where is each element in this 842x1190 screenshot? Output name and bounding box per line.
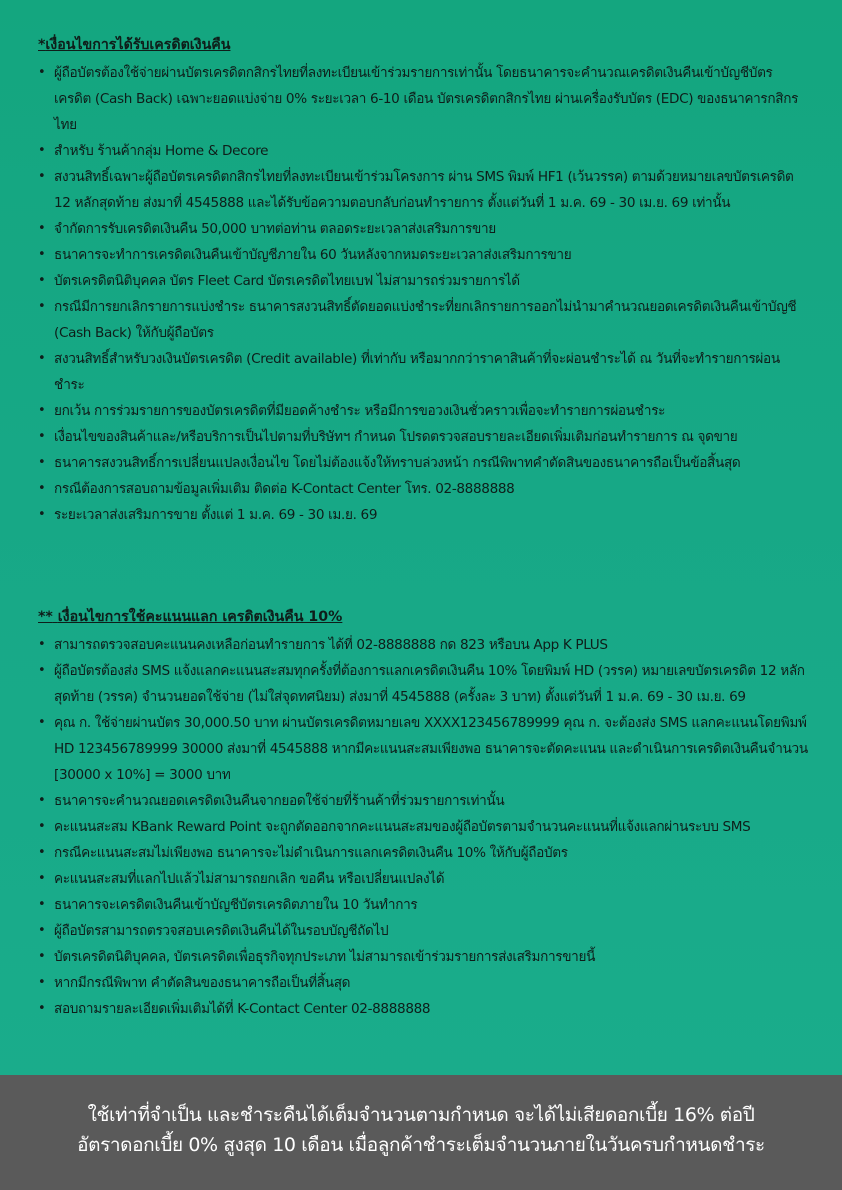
interest-warning-footer	[0, 1075, 842, 1190]
footer-line-1: ใช้เท่าที่จำเป็น และชำระคืนได้เต็มจำนวนตามกำหนด จะได้ไม่เสียดอกเบี้ย 16% ต่อปี	[87, 1104, 755, 1126]
redemption-item: • บัตรเครดิตนิติบุคคล, บัตรเครดิตเพื่อธุรกิจทุกประเภท ไม่สามารถเข้าร่วมรายการส่งเสริมการขายนี้	[38, 944, 808, 970]
section-title-text: เงื่อนไขการใช้คะแนนแลก เครดิตเงินคืน 10%	[57, 609, 343, 625]
condition-item: • บัตรเครดิตนิติบุคคล บัตร Fleet Card บัตรเครดิตไทยเบฟ ไม่สามารถร่วมรายการได้	[38, 268, 808, 294]
condition-item: • สงวนสิทธิ์เฉพาะผู้ถือบัตรเครดิตกสิกรไทยที่ลงทะเบียนเข้าร่วมโครงการ ผ่าน SMS พิมพ์ HF1 (เว้นวรรค) ตามด้วยหมายเลขบัตรเครดิต 12 หลักสุดท้าย ส่งมาที่ 4545888 และได้รับข้อความตอบกลับก่อนทำรายการ ตั้งแต่วันที่ 1 ม.ค. 69 - 30 เม.ย. 69 เท่านั้น	[38, 164, 808, 216]
cashback-conditions-list	[38, 60, 808, 528]
redemption-item: • กรณีคะแนนสะสมไม่เพียงพอ ธนาคารจะไม่ดำเนินการแลกเครดิตเงินคืน 10% ให้กับผู้ถือบัตร	[38, 840, 808, 866]
condition-item: • ระยะเวลาส่งเสริมการขาย ตั้งแต่ 1 ม.ค. 69 - 30 เม.ย. 69	[38, 502, 808, 528]
section-title-text: เงื่อนไขการได้รับเครดิตเงินคืน	[45, 37, 231, 53]
section-title-cashback-conditions	[38, 34, 230, 56]
redemption-item: • สามารถตรวจสอบคะแนนคงเหลือก่อนทำรายการ ได้ที่ 02-8888888 กด 823 หรือบน App K PLUS	[38, 632, 808, 658]
redemption-item: • คะแนนสะสมที่แลกไปแล้วไม่สามารถยกเลิก ขอคืน หรือเปลี่ยนแปลงได้	[38, 866, 808, 892]
redemption-item: • หากมีกรณีพิพาท คำตัดสินของธนาคารถือเป็นที่สิ้นสุด	[38, 970, 808, 996]
condition-item: • ผู้ถือบัตรต้องใช้จ่ายผ่านบัตรเครดิตกสิกรไทยที่ลงทะเบียนเข้าร่วมรายการเท่านั้น โดยธนาคารจะคำนวณเครดิตเงินคืนเข้าบัญชีบัตรเครดิต (Cash Back) เฉพาะยอดแบ่งจ่าย 0% ระยะเวลา 6-10 เดือน บัตรเครดิตกสิกรไทย ผ่านเครื่องรับบัตร (EDC) ของธนาคารกสิกรไทย	[38, 60, 808, 138]
condition-item: • กรณีมีการยกเลิกรายการแบ่งชำระ ธนาคารสงวนสิทธิ์ตัดยอดแบ่งชำระที่ยกเลิกรายการออกไม่นำมาคำนวณยอดเครดิตเงินคืนเข้าบัญชี (Cash Back) ให้กับผู้ถือบัตร	[38, 294, 808, 346]
condition-item: • จำกัดการรับเครดิตเงินคืน 50,000 บาทต่อท่าน ตลอดระยะเวลาส่งเสริมการขาย	[38, 216, 808, 242]
redemption-item: • ผู้ถือบัตรต้องส่ง SMS แจ้งแลกคะแนนสะสมทุกครั้งที่ต้องการแลกเครดิตเงินคืน 10% โดยพิมพ์ HD (วรรค) หมายเลขบัตรเครดิต 12 หลักสุดท้าย (วรรค) จำนวนยอดใช้จ่าย (ไม่ใส่จุดทศนิยม) ส่งมาที่ 4545888 (ครั้งละ 3 บาท) ตั้งแต่วันที่ 1 ม.ค. 69 - 30 เม.ย. 69	[38, 658, 808, 710]
footer-line-2: อัตราดอกเบี้ย 0% สูงสุด 10 เดือน เมื่อลูกค้าชำระเต็มจำนวนภายในวันครบกำหนดชำระ	[77, 1134, 765, 1156]
condition-item: • สำหรับ ร้านค้ากลุ่ม Home & Decore	[38, 138, 808, 164]
redemption-item: • ธนาคารจะเครดิตเงินคืนเข้าบัญชีบัตรเครดิตภายใน 10 วันทำการ	[38, 892, 808, 918]
points-redemption-list	[38, 632, 808, 1022]
section-title-prefix: **	[38, 609, 53, 625]
section-title-points-redemption	[38, 606, 342, 628]
section-title-prefix: *	[38, 37, 46, 53]
redemption-item: • คุณ ก. ใช้จ่ายผ่านบัตร 30,000.50 บาท ผ่านบัตรเครดิตหมายเลข XXXX123456789999 คุณ ก. จะต้องส่ง SMS แลกคะแนนโดยพิมพ์ HD 123456789999 30000 ส่งมาที่ 4545888 หากมีคะแนนสะสมเพียงพอ ธนาคารจะตัดคะแนน และดำเนินการเครดิตเงินคืนจำนวน [30000 x 10%] = 3000 บาท	[38, 710, 808, 788]
condition-item: • ธนาคารจะทำการเครดิตเงินคืนเข้าบัญชีภายใน 60 วันหลังจากหมดระยะเวลาส่งเสริมการขาย	[38, 242, 808, 268]
redemption-item: • คะแนนสะสม KBank Reward Point จะถูกตัดออกจากคะแนนสะสมของผู้ถือบัตรตามจำนวนคะแนนที่แจ้งแลกผ่านระบบ SMS	[38, 814, 808, 840]
redemption-item: • สอบถามรายละเอียดเพิ่มเติมได้ที่ K-Contact Center 02-8888888	[38, 996, 808, 1022]
redemption-item: • ธนาคารจะคำนวณยอดเครดิตเงินคืนจากยอดใช้จ่ายที่ร้านค้าที่ร่วมรายการเท่านั้น	[38, 788, 808, 814]
condition-item: • ยกเว้น การร่วมรายการของบัตรเครดิตที่มียอดค้างชำระ หรือมีการขอวงเงินชั่วคราวเพื่อจะทำรายการผ่อนชำระ	[38, 398, 808, 424]
condition-item: • เงื่อนไขของสินค้าและ/หรือบริการเป็นไปตามที่บริษัทฯ กำหนด โปรดตรวจสอบรายละเอียดเพิ่มเติมก่อนทำรายการ ณ จุดขาย	[38, 424, 808, 450]
condition-item: • ธนาคารสงวนสิทธิ์การเปลี่ยนแปลงเงื่อนไข โดยไม่ต้องแจ้งให้ทราบล่วงหน้า กรณีพิพาทคำตัดสินของธนาคารถือเป็นข้อสิ้นสุด	[38, 450, 808, 476]
redemption-item: • ผู้ถือบัตรสามารถตรวจสอบเครดิตเงินคืนได้ในรอบบัญชีถัดไป	[38, 918, 808, 944]
condition-item: • กรณีต้องการสอบถามข้อมูลเพิ่มเติม ติดต่อ K-Contact Center โทร. 02-8888888	[38, 476, 808, 502]
condition-item: • สงวนสิทธิ์สำหรับวงเงินบัตรเครดิต (Credit available) ที่เท่ากับ หรือมากกว่าราคาสินค้าที่จะผ่อนชำระได้ ณ วันที่จะทำรายการผ่อนชำระ	[38, 346, 808, 398]
